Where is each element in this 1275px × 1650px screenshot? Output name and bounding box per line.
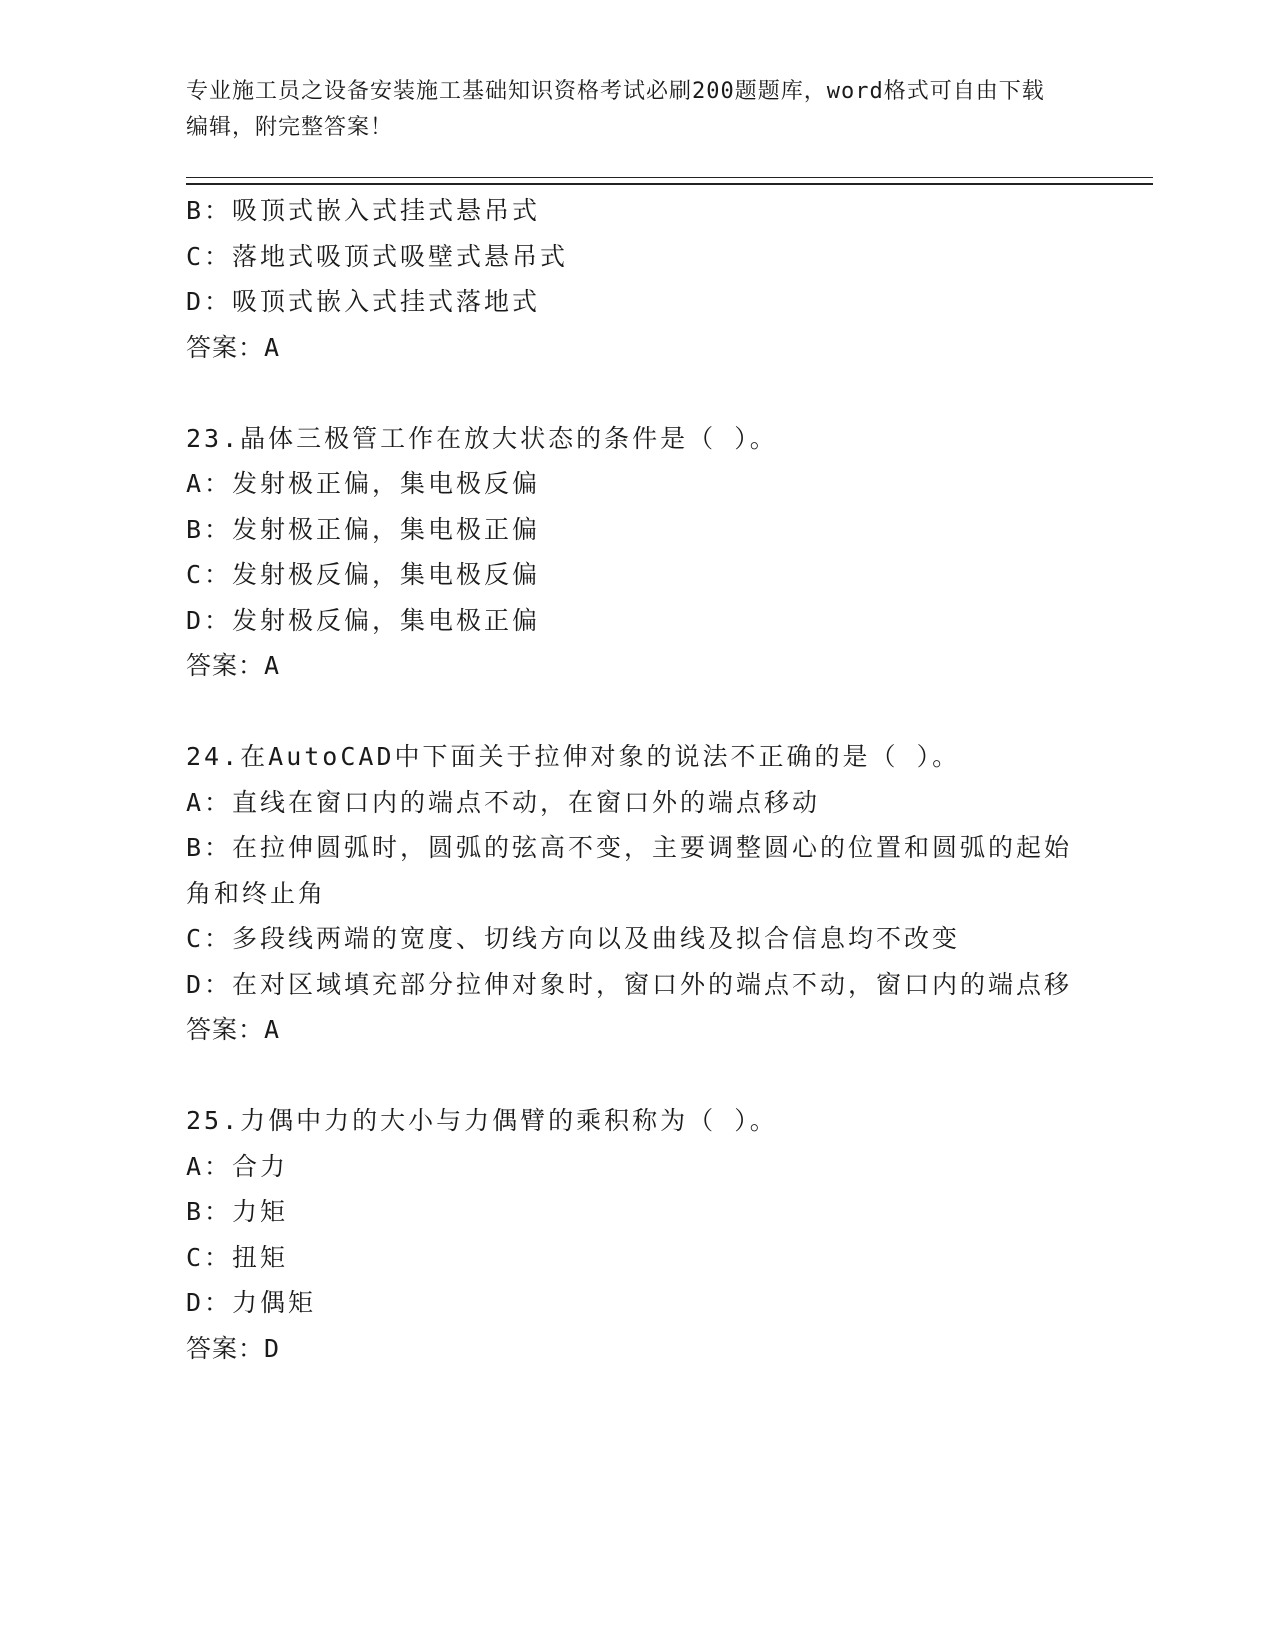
question-list: [186, 188, 1086, 1371]
option-c: C：多段线两端的宽度、切线方向以及曲线及拟合信息均不改变: [186, 924, 961, 953]
option-c: C：扭矩: [186, 1242, 289, 1272]
question-stem: 25.力偶中力的大小与力偶臂的乘积称为（ ）。: [186, 1106, 778, 1135]
answer-line: 答案：A: [186, 1015, 281, 1044]
question-24: [186, 734, 1086, 1053]
option-d: D：吸顶式嵌入式挂式落地式: [186, 287, 541, 316]
continued-question: [186, 188, 1086, 370]
spacer: [186, 370, 1086, 416]
answer-line: 答案：A: [186, 651, 281, 680]
option-b: B：在拉伸圆弧时，圆弧的弦高不变，主要调整圆心的位置和圆弧的起始角和终止角: [186, 833, 1073, 908]
option-a: A：合力: [186, 1151, 289, 1181]
document-header: 专业施工员之设备安装施工基础知识资格考试必刷200题题库，word格式可自由下载编辑，附完整答案！: [186, 79, 1045, 140]
option-a: A：直线在窗口内的端点不动，在窗口外的端点移动: [186, 787, 821, 817]
spacer: [186, 689, 1086, 735]
option-b: B：吸顶式嵌入式挂式悬吊式: [186, 196, 541, 225]
option-a: A：发射极正偏，集电极反偏: [186, 469, 541, 498]
option-b: B：发射极正偏，集电极正偏: [186, 514, 541, 544]
question-25: [186, 1098, 1086, 1371]
question-23: [186, 416, 1086, 689]
spacer: [186, 1053, 1086, 1099]
option-d: D：在对区域填充部分拉伸对象时，窗口外的端点不动，窗口内的端点移: [186, 969, 1073, 999]
answer-line: 答案：D: [186, 1333, 281, 1363]
header-divider: [186, 177, 1153, 185]
answer-line: 答案：A: [186, 332, 281, 362]
question-stem: 23.晶体三极管工作在放大状态的条件是（ ）。: [186, 423, 778, 453]
option-c: C：发射极反偏，集电极反偏: [186, 560, 541, 589]
question-stem: 24.在AutoCAD中下面关于拉伸对象的说法不正确的是（ ）。: [186, 742, 961, 771]
option-c: C：落地式吸顶式吸壁式悬吊式: [186, 241, 569, 271]
option-b: B：力矩: [186, 1197, 289, 1226]
option-d: D：力偶矩: [186, 1288, 317, 1317]
option-d: D：发射极反偏，集电极正偏: [186, 605, 541, 635]
